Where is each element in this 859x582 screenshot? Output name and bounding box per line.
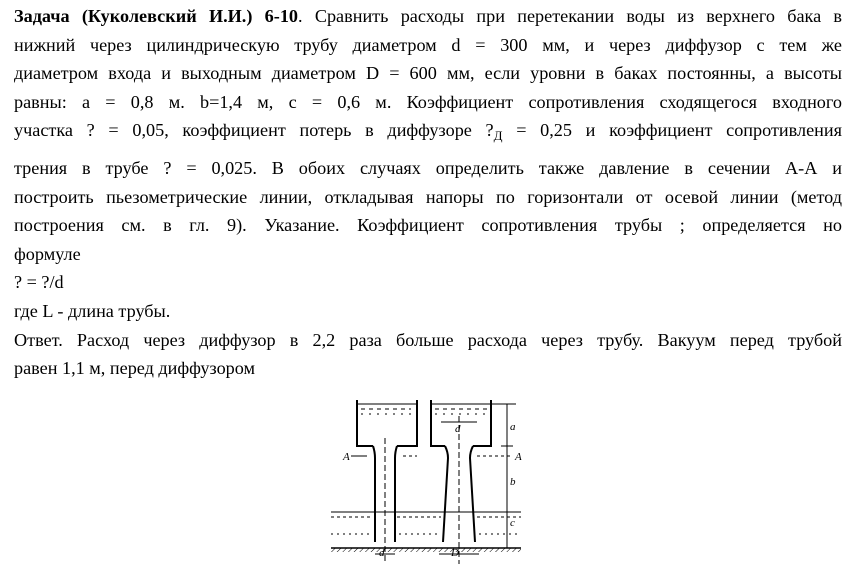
problem-text bbox=[14, 2, 842, 383]
label-dim-b: b bbox=[510, 476, 516, 488]
text-line-1: Задача (Куколевский И.И.) 6-10. Сравнить расходы при перетекании воды из верхнего бака в bbox=[14, 6, 843, 26]
label-dim-D: D bbox=[451, 547, 459, 559]
label-dim-a: a bbox=[510, 421, 516, 433]
upper-water-level bbox=[357, 404, 516, 414]
label-section-a-left: A bbox=[343, 451, 350, 463]
answer-line-1: Ответ. Расход через диффузор в 2,2 раза больше расхода через трубу. Вакуум перед трубой bbox=[14, 329, 842, 350]
problem-title: Задача (Куколевский И.И.) 6-10 bbox=[14, 6, 299, 26]
diffuser-subscript: Д bbox=[493, 128, 503, 144]
upper-tank-right bbox=[431, 400, 491, 446]
text-line-7: построить пьезометрические линии, откладывая напоры по горизонтали от осевой линии (метод bbox=[14, 186, 842, 207]
label-dim-d-bottom: d bbox=[379, 547, 385, 559]
text-line-6: трения в трубе ? = 0,025. В обоих случаях определить также давление в сечении А-А и bbox=[14, 157, 842, 178]
text-line-2: нижний через цилиндрическую трубу диаметром d = 300 мм, и через диффузор с тем же bbox=[14, 34, 842, 55]
tank-diagram-svg bbox=[331, 388, 527, 568]
upper-tank-left bbox=[357, 400, 417, 446]
text-line-9: формуле bbox=[14, 243, 81, 264]
text-line-8: построения см. в гл. 9). Указание. Коэффициент сопротивления трубы ; определяется но bbox=[14, 215, 842, 236]
text-line-5: участка ? = 0,05, коэффициент потерь в диффузоре $?_Д = 0,25$ и коэффициент сопротивления bbox=[14, 120, 842, 144]
text-line-3: диаметром входа и выходным диаметром D = 600 мм, если уровни в баках постоянны, а высоты bbox=[14, 63, 842, 84]
label-section-a-right: A bbox=[515, 451, 522, 463]
tank-diagram bbox=[331, 388, 527, 568]
label-dim-d-top: d bbox=[455, 423, 461, 435]
formula-note: где L - длина трубы. bbox=[14, 300, 171, 321]
lower-water-level bbox=[331, 512, 521, 552]
formula-line: ? = ?/d bbox=[14, 272, 64, 293]
label-dim-c: c bbox=[510, 517, 515, 529]
text-line-4: равны: a = 0,8 м. b=1,4 м, c = 0,6 м. Коэффициент сопротивления сходящегося входного bbox=[14, 91, 842, 112]
answer-line-2: равен 1,1 м, перед диффузором bbox=[14, 358, 256, 379]
center-lines bbox=[385, 416, 459, 564]
